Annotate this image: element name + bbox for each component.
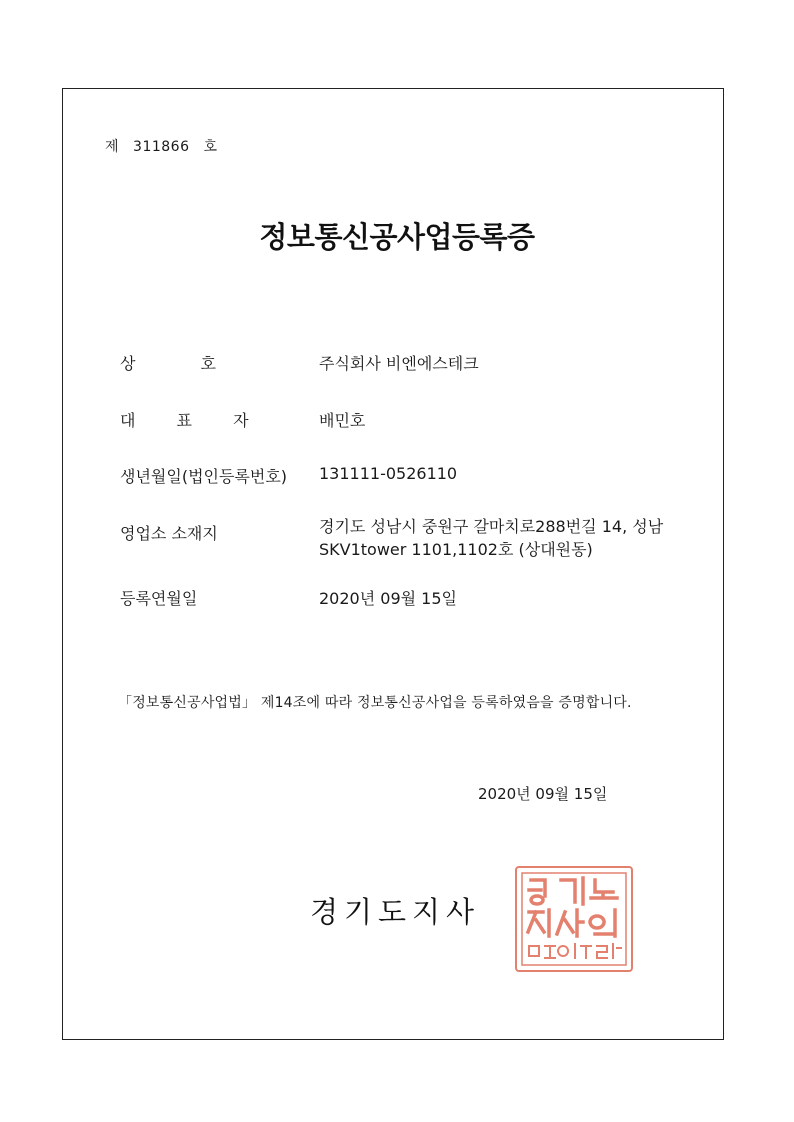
registration-no-label: 생년월일(법인등록번호) xyxy=(120,467,288,486)
company-value: 주식회사 비엔에스테크 xyxy=(319,354,479,373)
registration-date-label: 등록연월일 xyxy=(120,589,198,608)
certification-statement: 「정보통신공사업법」 제14조에 따라 정보통신공사업을 등록하였음을 증명합니다. xyxy=(118,695,632,711)
seal-graphic xyxy=(517,868,635,974)
registration-no-value: 131111-0526110 xyxy=(319,464,458,483)
representative-label: 대 표 자 xyxy=(120,411,267,430)
document-title: 정보통신공사업등록증 xyxy=(259,220,535,254)
registration-date-value: 2020년 09월 15일 xyxy=(319,589,457,608)
address-label: 영업소 소재지 xyxy=(120,524,218,543)
address-value: 경기도 성남시 중원구 갈마치로288번길 14, 성남SKV1tower 1101,1102호 (상대원동) xyxy=(319,517,664,559)
representative-value: 배민호 xyxy=(319,411,366,430)
issue-date: 2020년 09월 15일 xyxy=(478,785,608,803)
number-value: 311866 xyxy=(133,139,190,155)
number-prefix: 제 xyxy=(105,139,120,155)
official-seal-stamp xyxy=(515,866,633,972)
issuer-name: 경기도지사 xyxy=(310,895,481,929)
company-label: 상 호 xyxy=(120,354,246,373)
number-suffix: 호 xyxy=(203,139,218,155)
certificate-number xyxy=(105,136,218,156)
